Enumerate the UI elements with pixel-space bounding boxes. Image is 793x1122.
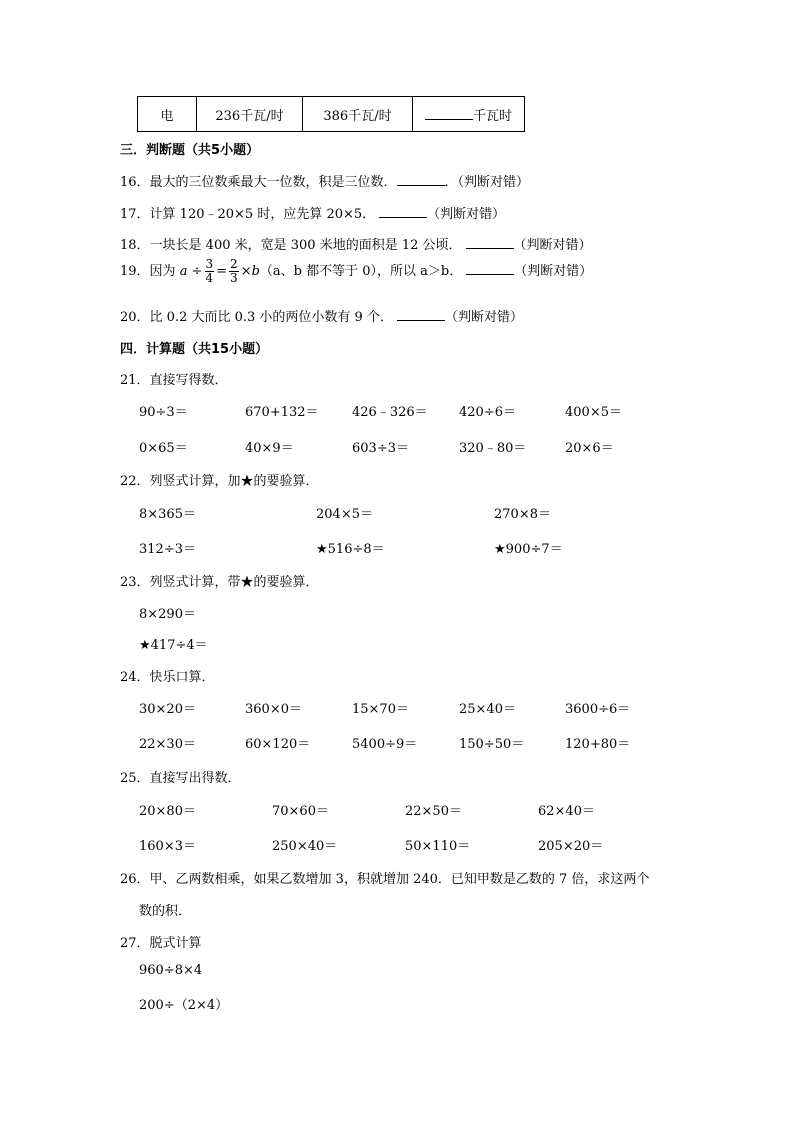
- calc-item: 15×70＝: [352, 702, 409, 717]
- calc-item: 60×120＝: [245, 737, 311, 752]
- calc-item: 120+80＝: [565, 737, 631, 752]
- question-21-title: 21．直接写得数．: [120, 373, 228, 388]
- calc-item: 3600÷6＝: [565, 702, 631, 717]
- calc-item: 204×5＝: [316, 507, 373, 522]
- calc-item: 960÷8×4: [139, 963, 203, 978]
- calc-item: 420÷6＝: [459, 405, 516, 420]
- question-25-title: 25．直接写出得数．: [120, 771, 241, 786]
- electricity-table: [137, 96, 525, 132]
- calc-item: ★417÷4＝: [139, 638, 208, 653]
- calc-item: ★900÷7＝: [494, 542, 563, 557]
- question-26-line1: 26．甲、乙两数相乘，如果乙数增加 3，积就增加 240．已知甲数是乙数的 7 倍，求这两个: [120, 872, 650, 887]
- calc-item: 270×8＝: [494, 507, 551, 522]
- calc-item: 5400÷9＝: [352, 737, 418, 752]
- calc-item: 22×50＝: [405, 804, 462, 819]
- calc-item: 150÷50＝: [459, 737, 525, 752]
- answer-blank[interactable]: [466, 274, 514, 275]
- calc-item: 90÷3＝: [139, 405, 188, 420]
- question-20: 20．比 0.2 大而比 0.3 小的两位小数有 9 个． （判断对错）: [120, 310, 523, 325]
- calc-item: 25×40＝: [459, 702, 516, 717]
- table-row: [138, 97, 525, 132]
- fraction: $\frac{2}{3}$: [230, 257, 238, 285]
- calc-item: 70×60＝: [272, 804, 329, 819]
- question-26-line2: 数的积．: [139, 904, 192, 919]
- calc-item: 50×110＝: [405, 839, 471, 854]
- calc-item: 670+132＝: [245, 405, 319, 420]
- fraction: $\frac{3}{4}$: [205, 257, 214, 285]
- calc-item: 312÷3＝: [139, 542, 196, 557]
- answer-blank[interactable]: [379, 217, 427, 218]
- question-23-title: 23．列竖式计算，带★的要验算．: [120, 575, 319, 590]
- calc-item: 62×40＝: [538, 804, 595, 819]
- calc-item: ★516÷8＝: [316, 542, 385, 557]
- unit-label: 千瓦时: [472, 108, 512, 124]
- calc-item: 40×9＝: [245, 441, 294, 456]
- calc-item: 250×40＝: [272, 839, 338, 854]
- calc-item: 20×6＝: [565, 441, 614, 456]
- calc-item: 426﹣326＝: [352, 405, 428, 420]
- calc-item: 320﹣80＝: [459, 441, 527, 456]
- calc-item: 160×3＝: [139, 839, 196, 854]
- table-cell: 386千瓦/时: [303, 97, 413, 132]
- question-19: 19．因为 a ÷ $\frac{3}{4}$ = $\frac{2}{3}$ ×b（a、b 都不等于 0），所以 a＞b． （判断对错）: [120, 257, 593, 285]
- table-cell: 236千瓦/时: [197, 97, 303, 132]
- question-24-title: 24．快乐口算．: [120, 670, 215, 685]
- section-title-calculation: 四．计算题（共15小题）: [120, 342, 269, 357]
- calc-item: 400×5＝: [565, 405, 622, 420]
- question-16: 16．最大的三位数乘最大一位数，积是三位数． ．（判断对错）: [120, 175, 530, 190]
- question-22-title: 22．列竖式计算，加★的要验算．: [120, 474, 319, 489]
- calc-item: 20×80＝: [139, 804, 196, 819]
- question-27-title: 27．脱式计算: [120, 936, 202, 951]
- calc-item: 0×65＝: [139, 441, 188, 456]
- answer-blank[interactable]: [397, 185, 445, 186]
- calc-item: 603÷3＝: [352, 441, 409, 456]
- question-18: 18．一块长是 400 米，宽是 300 米地的面积是 12 公顷． （判断对错）: [120, 238, 592, 253]
- calc-item: 205×20＝: [538, 839, 604, 854]
- calc-item: 30×20＝: [139, 702, 196, 717]
- answer-blank[interactable]: [466, 248, 514, 249]
- answer-blank[interactable]: [397, 320, 445, 321]
- calc-item: 8×365＝: [139, 507, 196, 522]
- calc-item: 360×0＝: [245, 702, 302, 717]
- calc-item: 200÷（2×4）: [139, 998, 229, 1013]
- section-title-judgement: 三．判断题（共5小题）: [120, 143, 260, 158]
- calc-item: 22×30＝: [139, 737, 196, 752]
- answer-blank[interactable]: [425, 119, 473, 120]
- calc-item: 8×290＝: [139, 607, 196, 622]
- table-cell-blank: [413, 97, 525, 132]
- table-cell: 电: [138, 97, 197, 132]
- question-17: 17．计算 120﹣20×5 时，应先算 20×5． （判断对错）: [120, 207, 506, 222]
